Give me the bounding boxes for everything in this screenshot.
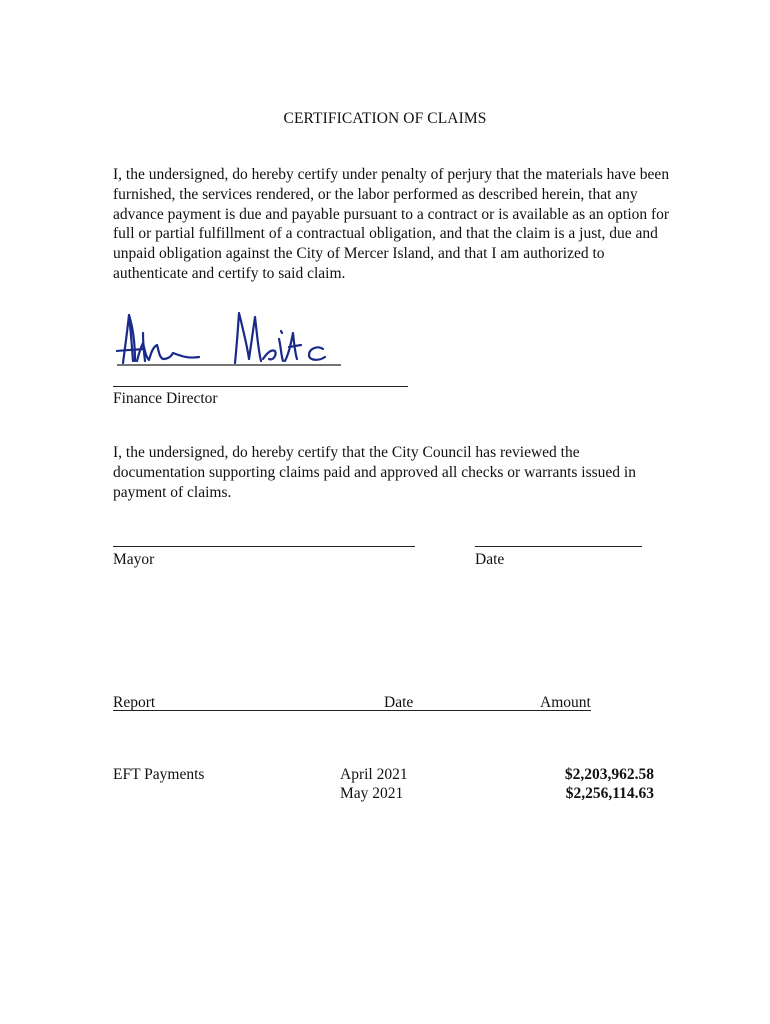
document-title: CERTIFICATION OF CLAIMS xyxy=(283,110,487,127)
date-label: Date xyxy=(475,551,505,568)
table-row-amount: $2,256,114.63 xyxy=(565,785,654,802)
date-column-header: Date xyxy=(384,694,414,711)
finance-director-signature xyxy=(113,303,343,373)
mayor-label: Mayor xyxy=(113,551,155,568)
council-certification-paragraph: I, the undersigned, do hereby certify that the City Council has reviewed the documentation supporting claims paid and approved all checks or warrants issued in payment of claims. xyxy=(113,444,636,501)
table-row-date: April 2021 xyxy=(340,766,408,783)
finance-director-label: Finance Director xyxy=(113,390,218,407)
report-column-header: Report xyxy=(113,694,156,711)
date-signature-line xyxy=(475,546,642,547)
mayor-signature-line xyxy=(113,546,415,547)
finance-certification-paragraph: I, the undersigned, do hereby certify under penalty of perjury that the materials have been furnished, the services rendered, or the labor performed as described herein, that any advance payment is due and payable pursuant to a contract or is available as an option for full or partial fulfillment of a contractual obligation, and that the claim is a just, due and unpaid obligation against the City of Mercer Island, and that I am authorized to authenticate and certify to said claim. xyxy=(113,166,670,282)
table-row-report: EFT Payments xyxy=(113,766,205,783)
table-row-amount: $2,203,962.58 xyxy=(564,766,654,783)
finance-director-signature-line xyxy=(113,386,408,387)
table-header-underline xyxy=(113,710,591,711)
table-row-date: May 2021 xyxy=(340,785,404,802)
amount-column-header: Amount xyxy=(540,694,591,711)
